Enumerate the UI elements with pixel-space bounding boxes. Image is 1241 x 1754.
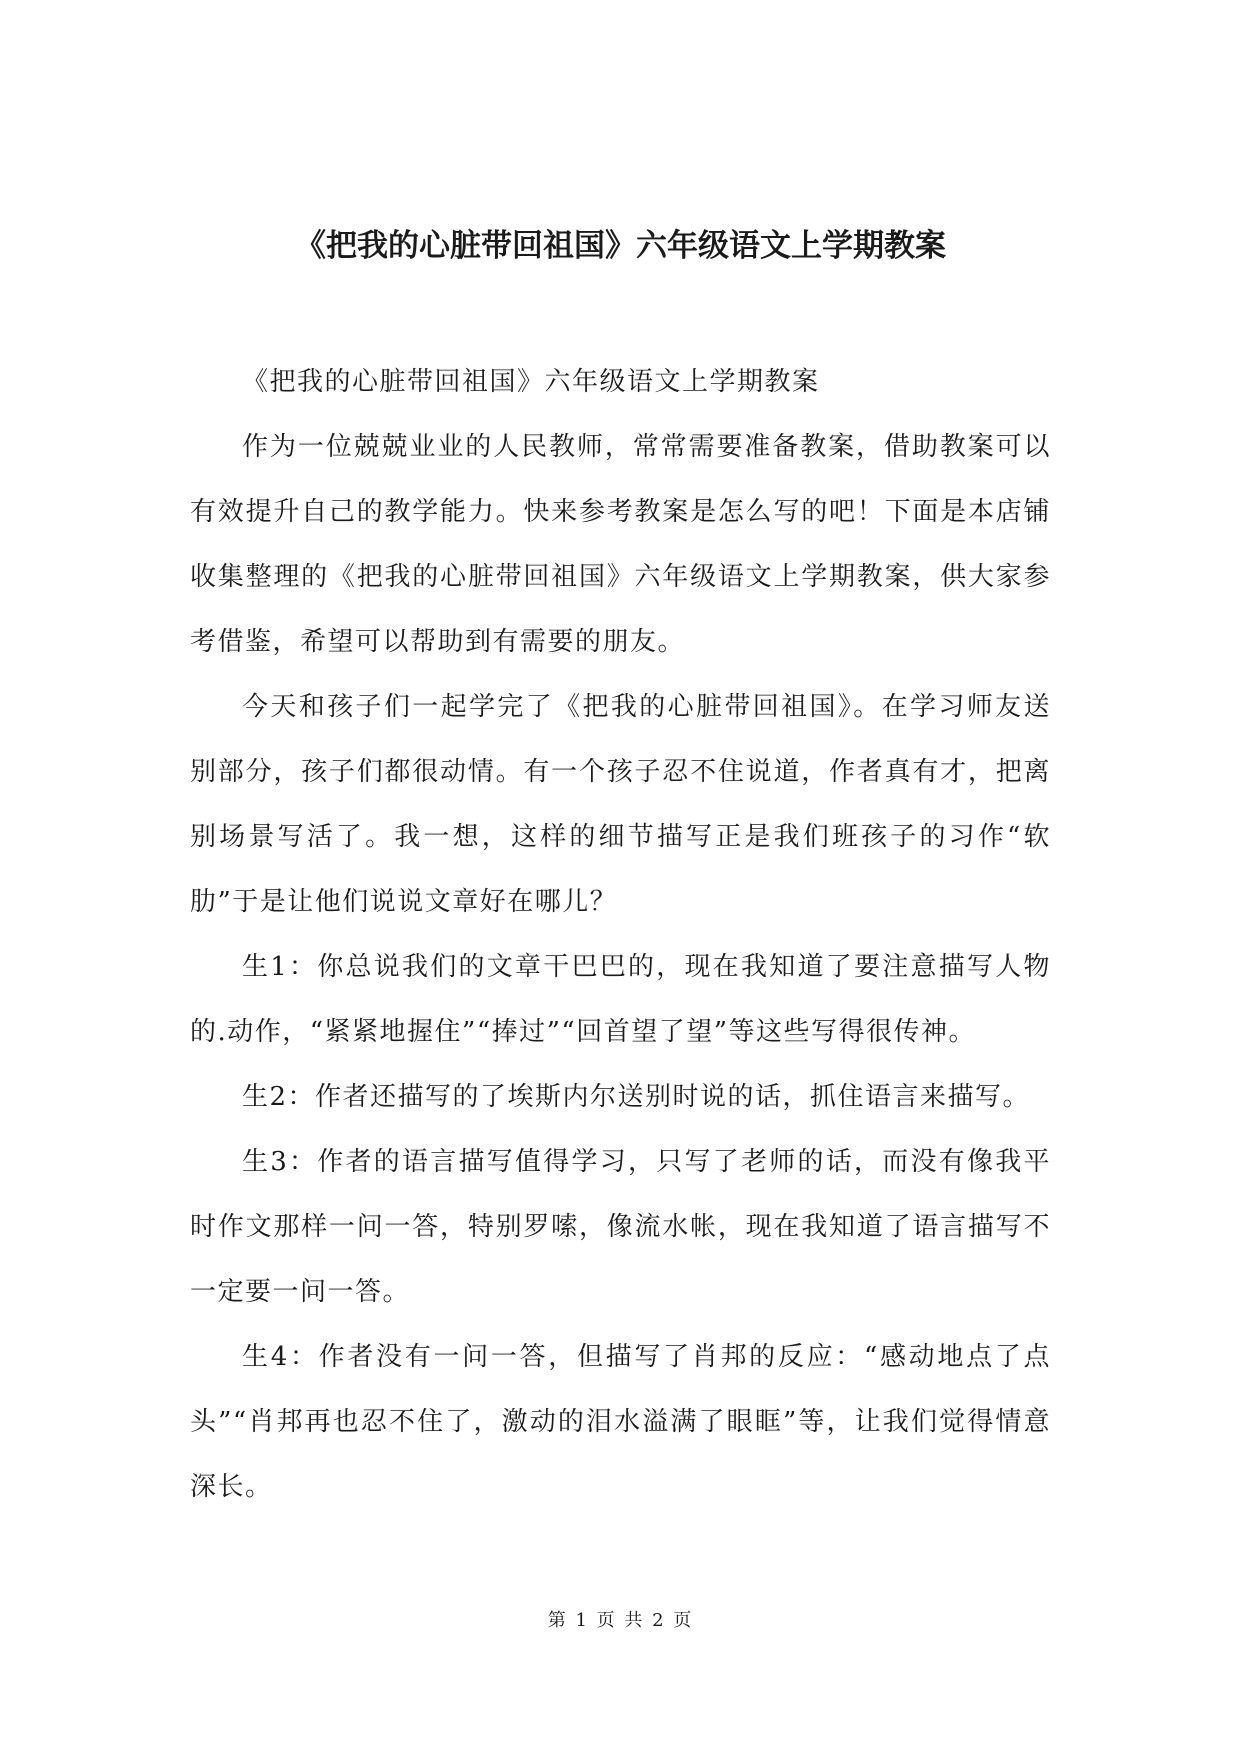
paragraph-subtitle: 《把我的心脏带回祖国》六年级语文上学期教案 (242, 367, 820, 397)
paragraph-student-3: 生3：作者的语言描写值得学习，只写了老师的话，而没有像我平时作文那样一问一答，特别罗嗦，像流水帐，现在我知道了语言描写不一定要一问一答。 (190, 1147, 1051, 1307)
paragraph-student-2: 生2：作者还描写的了埃斯内尔送别时说的话，抓住语言来描写。 (242, 1082, 1031, 1112)
paragraph-student-1: 生1：你总说我们的文章干巴巴的，现在我知道了要注意描写人物的.动作，“紧紧地握住”“捧过”“回首望了望”等这些写得很传神。 (190, 952, 1051, 1047)
document-body (190, 350, 1051, 1520)
page-number-footer: 第 1 页 共 2 页 (547, 1610, 694, 1631)
document-title: 《把我的心脏带回祖国》六年级语文上学期教案 (295, 228, 946, 264)
paragraph-lesson: 今天和孩子们一起学完了《把我的心脏带回祖国》。在学习师友送别部分，孩子们都很动情。有一个孩子忍不住说道，作者真有才，把离别场景写活了。我一想，这样的细节描写正是我们班孩子的习作“软肋”于是让他们说说文章好在哪儿？ (190, 692, 1051, 917)
paragraph-student-4: 生4：作者没有一问一答，但描写了肖邦的反应：“感动地点了点头”“肖邦再也忍不住了，激动的泪水溢满了眼眶”等，让我们觉得情意深长。 (190, 1342, 1051, 1502)
paragraph-intro: 作为一位兢兢业业的人民教师，常常需要准备教案，借助教案可以有效提升自己的教学能力。快来参考教案是怎么写的吧！下面是本店铺收集整理的《把我的心脏带回祖国》六年级语文上学期教案，供大家参考借鉴，希望可以帮助到有需要的朋友。 (190, 432, 1051, 657)
